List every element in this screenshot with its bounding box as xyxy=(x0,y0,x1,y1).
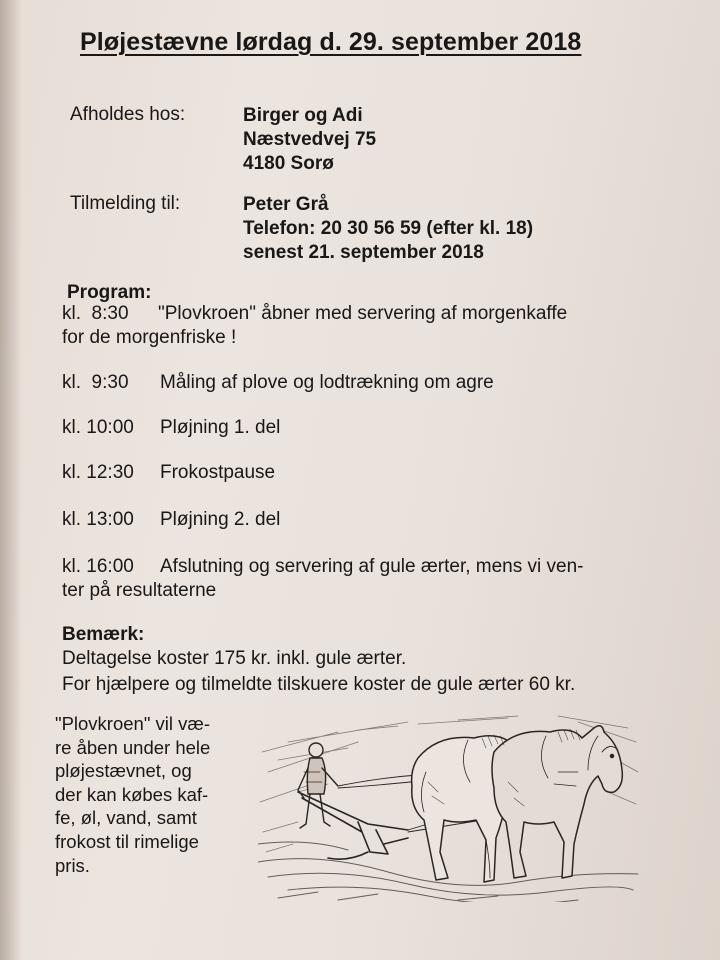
program-text: Pløjning 1. del xyxy=(160,417,281,438)
note-line: Deltagelse koster 175 kr. inkl. gule ærter. xyxy=(62,648,407,669)
venue-line: Næstvedvej 75 xyxy=(243,129,377,150)
side-text-line: der kan købes kaf- xyxy=(55,783,209,805)
registration-label: Tilmelding til: xyxy=(70,193,181,214)
venue-label: Afholdes hos: xyxy=(70,104,186,125)
program-item xyxy=(62,555,662,603)
side-text-line: fe, øl, vand, samt xyxy=(55,807,197,829)
venue-line: Birger og Adi xyxy=(243,105,363,126)
page-edge-shadow xyxy=(0,0,22,960)
program-item xyxy=(62,302,662,350)
program-time: kl. 10:00 xyxy=(62,417,134,438)
program-heading: Program: xyxy=(67,282,152,303)
note-line: For hjælpere og tilmeldte tilskuere koster de gule ærter 60 kr. xyxy=(62,674,576,695)
registration-details xyxy=(243,193,533,265)
note-heading: Bemærk: xyxy=(62,624,145,645)
program-text-continuation: for de morgenfriske ! xyxy=(62,327,237,348)
program-text-continuation: ter på resultaterne xyxy=(62,580,217,601)
registration-line: Peter Grå xyxy=(243,194,329,215)
page-title: Pløjestævne lørdag d. 29. september 2018 xyxy=(80,28,582,56)
side-text xyxy=(55,712,210,877)
program-text: Pløjning 2. del xyxy=(160,509,281,530)
side-text-line: pris. xyxy=(55,854,90,876)
program-time: kl. 9:30 xyxy=(62,372,129,393)
program-time: kl. 13:00 xyxy=(62,509,134,530)
program-item xyxy=(62,371,662,395)
program-item xyxy=(62,461,662,485)
side-text-line: pløjestævnet, og xyxy=(55,760,192,782)
program-text: Frokostpause xyxy=(160,462,276,483)
program-text: "Plovkroen" åbner med servering af morgenkaffe xyxy=(158,303,568,324)
program-text: Måling af plove og lodtrækning om agre xyxy=(160,372,494,393)
side-text-line: "Plovkroen" vil væ- xyxy=(55,713,211,734)
side-text-line: re åben under hele xyxy=(55,736,211,758)
horse-plough-illustration xyxy=(258,712,640,902)
program-item xyxy=(62,508,662,532)
venue-line: 4180 Sorø xyxy=(243,153,334,174)
program-time: kl. 16:00 xyxy=(62,556,134,577)
side-text-line: frokost til rimelige xyxy=(55,830,199,852)
venue-address xyxy=(243,104,376,176)
program-time: kl. 12:30 xyxy=(62,462,134,483)
program-time: kl. 8:30 xyxy=(62,303,129,324)
registration-line: senest 21. september 2018 xyxy=(243,242,484,263)
registration-line: Telefon: 20 30 56 59 (efter kl. 18) xyxy=(243,218,534,239)
program-item xyxy=(62,416,662,440)
program-text: Afslutning og servering af gule ærter, mens vi ven- xyxy=(160,556,584,577)
